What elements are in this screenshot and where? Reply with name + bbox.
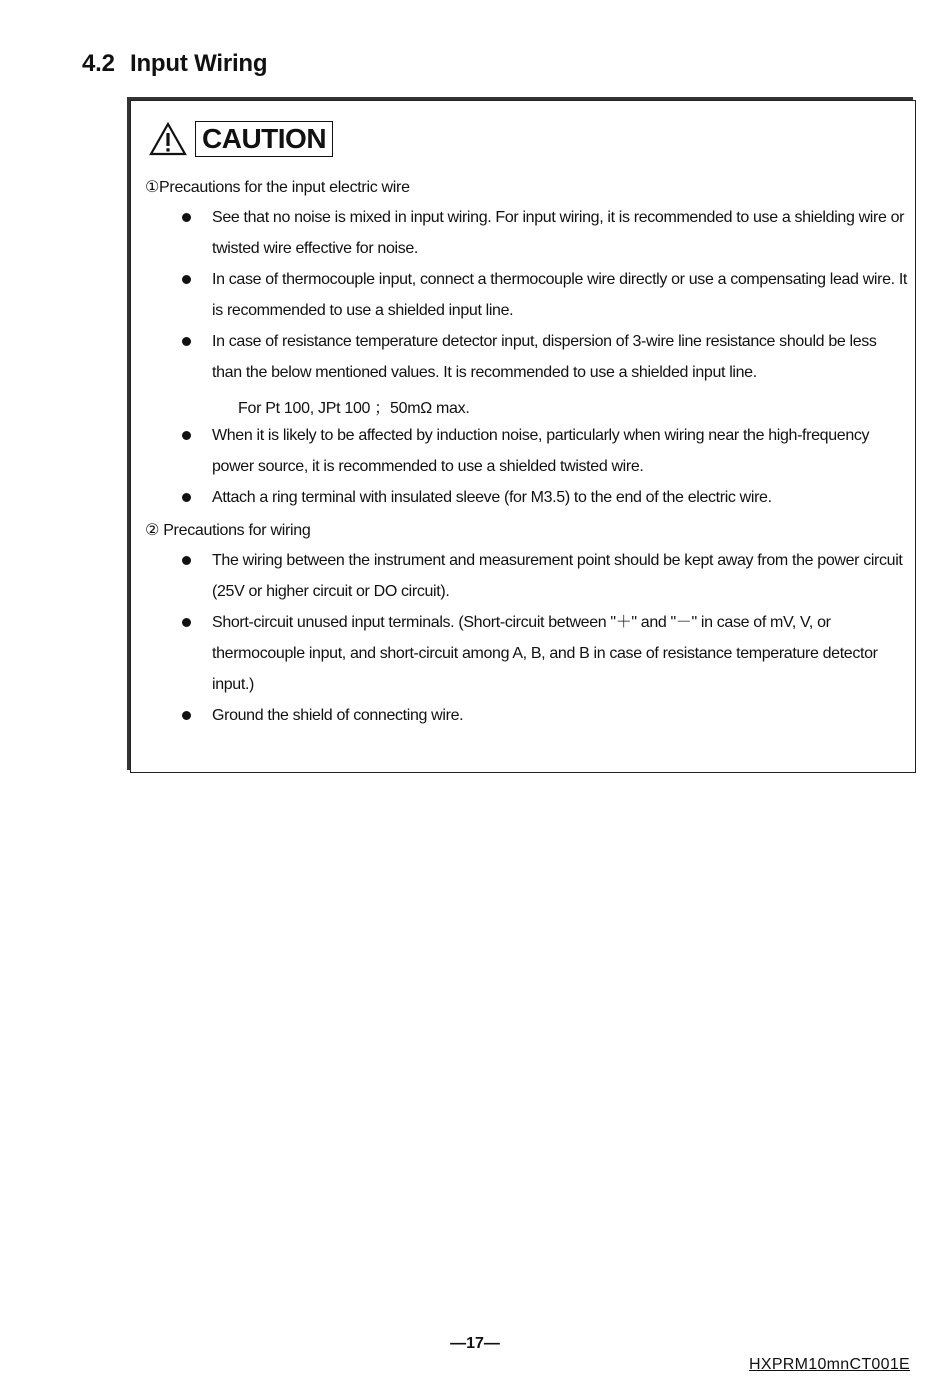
caution-label: [149, 121, 333, 157]
section-title: Input Wiring: [130, 50, 268, 77]
list-item: When it is likely to be affected by induction noise, particularly when wiring near the high-frequency power source, it is recommended to use a shielded twisted wire.: [212, 427, 870, 475]
list-item: The wiring between the instrument and measurement point should be kept away from the power circuit (25V or higher circuit or DO circuit).: [212, 552, 903, 600]
list-item: In case of thermocouple input, connect a thermocouple wire directly or use a compensating lead wire. It is recommended to use a shielded input line.: [212, 271, 908, 319]
caution-box: [130, 100, 916, 773]
list-item: In case of resistance temperature detector input, dispersion of 3-wire line resistance should be less than the below mentioned values. It is recommended to use a shielded input line.: [212, 333, 877, 381]
list-item: Ground the shield of connecting wire.: [212, 707, 464, 724]
list-item: See that no noise is mixed in input wiring. For input wiring, it is recommended to use a shielding wire or twisted wire effective for noise.: [212, 209, 905, 257]
section-1-title: ①Precautions for the input electric wire: [145, 179, 410, 196]
list-item: Attach a ring terminal with insulated sleeve (for M3.5) to the end of the electric wire.: [212, 489, 772, 506]
section-heading: [82, 50, 267, 78]
bullet-icon: [182, 618, 194, 630]
caution-word: CAUTION: [195, 121, 333, 157]
bullet-icon: [182, 431, 194, 443]
section-number: 4.2: [82, 50, 115, 77]
warning-triangle-icon: [149, 122, 187, 156]
document-code: HXPRM10mnCT001E: [749, 1356, 910, 1373]
bullet-icon: [182, 275, 194, 287]
page-number: —17—: [450, 1335, 500, 1352]
bullet-icon: [182, 493, 194, 505]
bullet-icon: [182, 337, 194, 349]
list-item: Short-circuit unused input terminals. (Short-circuit between "＋" and "－" in case of mV, V, or thermocouple input, and short-circuit among A, B, and B in case of resistance temperature detector input.): [212, 614, 878, 693]
resistance-note: For Pt 100, JPt 100 ；50mΩ max.: [238, 400, 470, 417]
section-2-title: ② Precautions for wiring: [145, 522, 311, 539]
bullet-icon: [182, 556, 194, 568]
bullet-icon: [182, 711, 194, 723]
bullet-icon: [182, 213, 194, 225]
